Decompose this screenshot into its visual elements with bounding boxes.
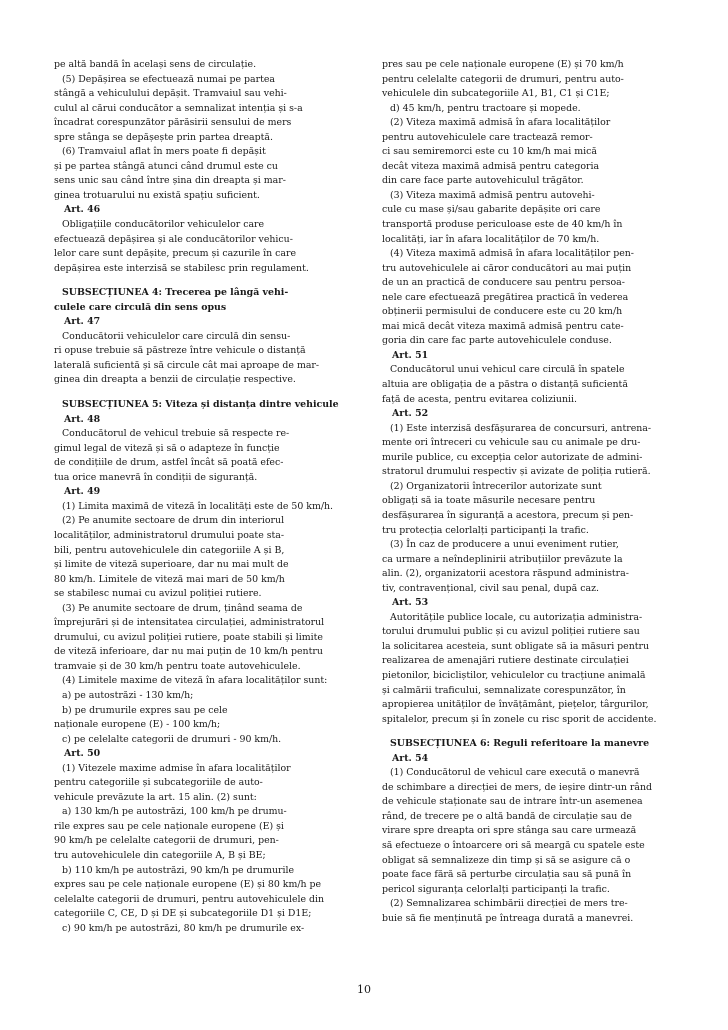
text-line: ri opuse trebuie să păstreze între vehicule o distanță <box>54 345 306 357</box>
right-column <box>382 58 682 926</box>
paragraph-gap <box>54 388 356 398</box>
text-line: c) pe celelalte categorii de drumuri - 90 km/h. <box>62 733 282 745</box>
text-line: pe altă bandă în același sens de circulație. <box>54 59 257 70</box>
text-line: Autoritățile publice locale, cu autorizația administra- <box>390 611 643 623</box>
article-number: Art. 46 <box>64 204 101 216</box>
text-line: poate face fără să perturbe circulația sau să pună în <box>382 869 632 881</box>
text-line: gimul legal de viteză și să o adapteze în funcție <box>54 442 280 454</box>
text-line: efectuează depășirea și ale conducătorilor vehicu- <box>54 233 293 245</box>
text-line: pentru celelalte categorii de drumuri, pentru auto- <box>382 73 624 85</box>
text-line: de un an practică de conducere sau pentru persoa- <box>382 277 625 289</box>
text-line: torului drumului public și cu avizul poliției rutiere sau <box>382 626 640 638</box>
text-line: culul al cărui conducător a semnalizat intenția și s-a <box>54 102 303 114</box>
text-line: a) pe autostrăzi - 130 km/h; <box>62 689 194 701</box>
text-line: murile publice, cu excepția celor autorizate de admini- <box>382 451 643 463</box>
text-line: ginea din dreapta a benzii de circulație respective. <box>54 374 296 386</box>
text-line: (1) Conducătorul de vehicul care execută o manevră <box>390 767 640 779</box>
text-line: nele care efectuează pregătirea practică în vederea <box>382 291 629 303</box>
section-heading: SUBSECȚIUNEA 5: Viteza și distanța dintre vehicule <box>62 399 339 411</box>
text-line: de vehicule staționate sau de intrare într-un asemenea <box>382 796 643 808</box>
text-line: mai mică decât viteza maximă admisă pentru cate- <box>382 320 624 332</box>
text-line: buie să fie menținută pe întreaga durată a manevrei. <box>382 912 634 924</box>
text-line: 80 km/h. Limitele de viteză mai mari de 50 km/h <box>54 573 285 585</box>
text-line: alin. (2), organizatorii acestora răspund administra- <box>382 568 629 580</box>
text-line: 90 km/h pe celelalte categorii de drumuri, pen- <box>54 835 279 847</box>
article-number: Art. 50 <box>64 748 101 760</box>
text-line: (1) Vitezele maxime admise în afara localităților <box>62 762 291 774</box>
text-line: spre stânga se depășește prin partea dreaptă. <box>54 131 273 143</box>
text-line: cule cu mase și/sau gabarite depășite ori care <box>382 204 601 216</box>
article-number: Art. 48 <box>64 413 101 425</box>
text-line: lelor care sunt depășite, precum și cazurile în care <box>54 248 297 260</box>
text-line: (2) Semnalizarea schimbării direcției de mers tre- <box>390 898 628 910</box>
text-line: categoriile C, CE, D și DE și subcategoriile D1 și D1E; <box>54 908 312 920</box>
text-line: pietonilor, bicicliștilor, vehiculelor cu tracțiune animală <box>382 669 646 681</box>
paragraph-gap <box>54 276 356 286</box>
text-line: (2) Organizatorii întrecerilor autorizate sunt <box>390 480 602 492</box>
section-heading: SUBSECȚIUNEA 6: Reguli referitoare la manevre <box>390 738 650 750</box>
text-line: la solicitarea acesteia, sunt obligate să ia măsuri pentru <box>382 640 650 652</box>
text-line: b) pe drumurile expres sau pe cele <box>62 704 228 716</box>
text-line: pericol siguranța celorlalți participanți la trafic. <box>382 883 610 895</box>
text-line: (3) Viteza maximă admisă pentru autovehi- <box>390 189 595 201</box>
text-line: și pe partea stângă atunci când drumul este cu <box>54 160 278 172</box>
text-line: Conducătorul unui vehicul care circulă în spatele <box>390 364 625 376</box>
text-line: localități, iar în afara localităților de 70 km/h. <box>382 233 600 245</box>
text-line: de condițiile de drum, astfel încât să poată efec- <box>54 457 284 469</box>
text-line: laterală suficientă și să circule cât mai aproape de mar- <box>54 359 320 371</box>
text-line: Obligațiile conducătorilor vehiculelor care <box>62 219 265 231</box>
section-heading: culele care circulă din sens opus <box>54 301 227 313</box>
text-line: depășirea este interzisă se stabilesc prin regulament. <box>54 262 309 274</box>
text-line: obligați să ia toate măsurile necesare pentru <box>382 495 596 507</box>
text-line: din care face parte autovehiculul trăgător. <box>382 175 584 187</box>
text-line: pentru categoriile și subcategoriile de auto- <box>54 777 263 789</box>
text-line: celelalte categorii de drumuri, pentru autovehiculele din <box>54 893 325 905</box>
text-line: tru autovehiculele din categoriile A, B și BE; <box>54 849 266 861</box>
left-column <box>54 58 356 936</box>
text-line: (6) Tramvaiul aflat în mers poate fi depășit <box>62 146 266 158</box>
text-line: expres sau pe cele naționale europene (E) și 80 km/h pe <box>54 879 322 891</box>
text-line: b) 110 km/h pe autostrăzi, 90 km/h pe drumurile <box>62 864 295 876</box>
text-line: bili, pentru autovehiculele din categoriile A și B, <box>54 544 285 556</box>
text-line: spitalelor, precum și în zonele cu risc sporit de accidente. <box>382 713 657 725</box>
text-line: și calmării traficului, semnalizate corespunzător, în <box>382 684 626 696</box>
text-line: vehicule prevăzute la art. 15 alin. (2) sunt: <box>54 791 257 803</box>
text-line: de schimbare a direcției de mers, de ieșire dintr-un rând <box>382 781 652 793</box>
section-heading: SUBSECȚIUNEA 4: Trecerea pe lângă vehi- <box>62 287 289 299</box>
text-line: tua orice manevră în condiții de siguranță. <box>54 471 258 483</box>
article-number: Art. 51 <box>392 349 429 361</box>
text-line: rile expres sau pe cele naționale europene (E) și <box>54 820 284 832</box>
text-line: ginea trotuarului nu există spațiu suficient. <box>54 189 260 201</box>
article-number: Art. 47 <box>64 316 101 328</box>
text-line: realizarea de amenajări rutiere destinate circulației <box>382 655 629 667</box>
text-line: (3) În caz de producere a unui eveniment rutier, <box>390 539 619 551</box>
text-line: transportă produse periculoase este de 40 km/h în <box>382 219 623 231</box>
text-line: mente ori întreceri cu vehicule sau cu animale pe dru- <box>382 437 641 449</box>
text-line: stratorul drumului respectiv și avizate de poliția rutieră. <box>382 466 651 478</box>
text-line: obligat să semnalizeze din timp și să se asigure că o <box>382 854 631 866</box>
text-line: față de acesta, pentru evitarea coliziunii. <box>382 393 577 405</box>
text-line: (2) Pe anumite sectoare de drum din interiorul <box>62 515 285 527</box>
text-line: sens unic sau când între șina din dreapta și mar- <box>54 175 286 187</box>
text-line: (4) Viteza maximă admisă în afara localităților pen- <box>390 248 634 260</box>
text-line: tru protecția celorlalți participanți la trafic. <box>382 524 589 536</box>
text-line: (3) Pe anumite sectoare de drum, ținând seama de <box>62 602 303 614</box>
text-line: de viteză inferioare, dar nu mai puțin de 10 km/h pentru <box>54 646 323 658</box>
paragraph-gap <box>382 727 682 737</box>
text-line: drumului, cu avizul poliției rutiere, poate stabili și limite <box>54 631 323 643</box>
text-line: împrejurări și de intensitatea circulației, administratorul <box>54 617 325 629</box>
text-line: și limite de viteză superioare, dar nu mai mult de <box>54 559 289 571</box>
page-number: 10 <box>357 983 371 996</box>
text-line: stângă a vehiculului depășit. Tramvaiul sau vehi- <box>54 88 287 100</box>
text-line: goria din care fac parte autovehiculele conduse. <box>382 335 612 347</box>
text-line: naționale europene (E) - 100 km/h; <box>54 719 221 731</box>
text-line: Conducătorul de vehicul trebuie să respecte re- <box>62 428 290 440</box>
text-line: tramvaie și de 30 km/h pentru toate autovehiculele. <box>54 660 301 672</box>
text-line: apropierea unităților de învățământ, piețelor, târgurilor, <box>382 699 649 711</box>
text-line: tiv, contravențional, civil sau penal, după caz. <box>382 582 600 594</box>
article-number: Art. 49 <box>64 486 101 498</box>
text-line: ci sau semiremorci este cu 10 km/h mai mică <box>382 146 597 158</box>
text-line: (2) Viteza maximă admisă în afara localităților <box>390 117 611 129</box>
text-line: c) 90 km/h pe autostrăzi, 80 km/h pe drumurile ex- <box>62 922 305 934</box>
text-line: (4) Limitele maxime de viteză în afara localităților sunt: <box>62 675 328 687</box>
article-number: Art. 54 <box>392 752 429 764</box>
article-number: Art. 52 <box>392 408 429 420</box>
text-line: pentru autovehiculele care tractează remor- <box>382 131 593 143</box>
text-line: rând, de trecere pe o altă bandă de circulație sau de <box>382 810 632 822</box>
text-line: d) 45 km/h, pentru tractoare și mopede. <box>390 102 581 114</box>
text-line: tru autovehiculele ai căror conducători au mai puțin <box>382 262 632 274</box>
text-line: se stabilesc numai cu avizul poliției rutiere. <box>54 588 262 600</box>
text-line: decât viteza maximă admisă pentru categoria <box>382 160 600 172</box>
text-line: virare spre dreapta ori spre stânga sau care urmează <box>382 825 637 837</box>
article-number: Art. 53 <box>392 597 429 609</box>
text-line: încadrat corespunzător părăsirii sensului de mers <box>54 117 292 129</box>
text-line: obținerii permisului de conducere este cu 20 km/h <box>382 306 623 318</box>
text-line: (5) Depășirea se efectuează numai pe partea <box>62 73 275 85</box>
text-line: (1) Este interzisă desfășurarea de concursuri, antrena- <box>390 422 652 434</box>
text-line: a) 130 km/h pe autostrăzi, 100 km/h pe drumu- <box>62 806 287 818</box>
text-line: desfășurarea în siguranță a acestora, precum și pen- <box>382 509 634 521</box>
text-line: vehiculele din subcategoriile A1, B1, C1 și C1E; <box>382 88 610 100</box>
text-line: Conducătorii vehiculelor care circulă din sensu- <box>62 330 291 342</box>
text-line: altuia are obligația de a păstra o distanță suficientă <box>382 379 628 391</box>
text-line: pres sau pe cele naționale europene (E) și 70 km/h <box>382 59 624 70</box>
text-line: să efectueze o întoarcere ori să meargă cu spatele este <box>382 839 645 851</box>
text-line: (1) Limita maximă de viteză în localități este de 50 km/h. <box>62 500 334 512</box>
text-line: localităților, administratorul drumului poate sta- <box>54 529 285 541</box>
text-line: ca urmare a neîndeplinirii atribuțiilor prevăzute la <box>382 553 623 565</box>
